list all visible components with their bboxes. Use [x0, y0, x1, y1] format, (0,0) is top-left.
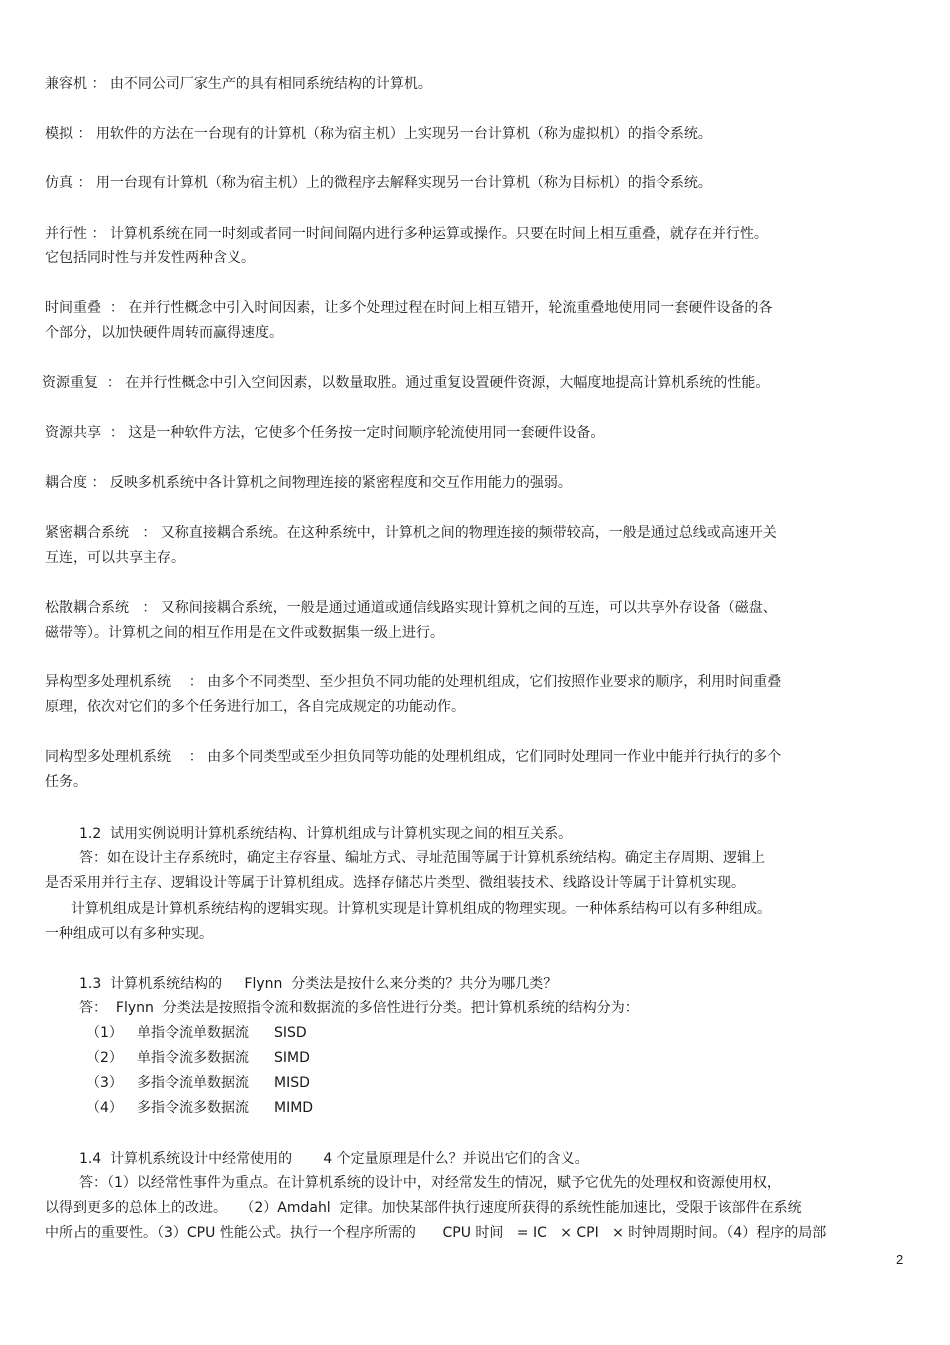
flynn-class-abbr: MISD: [274, 1075, 310, 1091]
definition-loosely-coupled-line-1: 松散耦合系统 ： 又称间接耦合系统，一般是通过通道或通信线路实现计算机之间的互连，可以共享外存设备（磁盘、: [45, 600, 777, 616]
flynn-class-abbr: SIMD: [274, 1050, 310, 1066]
definition-time-overlap-line-1: 时间重叠 ： 在并行性概念中引入时间因素，让多个处理过程在时间上相互错开，轮流重叠地使用同一套硬件设备的各: [45, 300, 773, 316]
flynn-class-number: （3）: [86, 1075, 123, 1091]
flynn-class-number: （1）: [86, 1025, 123, 1041]
definition-parallelism-line-2: 它包括同时性与并发性两种含义。: [45, 250, 255, 266]
question-1-2: 1.2 试用实例说明计算机系统结构、计算机组成与计算机实现之间的相互关系。: [79, 826, 573, 842]
flynn-class-number: （4）: [86, 1100, 123, 1116]
answer-1-2-line-4: 一种组成可以有多种实现。: [45, 926, 213, 942]
answer-1-4-line-2: 以得到更多的总体上的改进。 （2）Amdahl 定律。加快某部件执行速度所获得的系统性能加速比，受限于该部件在系统: [45, 1200, 802, 1216]
definition-emulation: 仿真 ： 用一台现有计算机（称为宿主机）上的微程序去解释实现另一台计算机（称为目标机）的指令系统。: [45, 175, 712, 191]
page-number: 2: [896, 1252, 904, 1267]
definition-coupling-degree: 耦合度 ： 反映多机系统中各计算机之间物理连接的紧密程度和交互作用能力的强弱。: [45, 475, 572, 491]
flynn-class-abbr: SISD: [274, 1025, 307, 1041]
flynn-class-name: 单指令流多数据流: [137, 1050, 249, 1066]
definition-heterogeneous-mp-line-1: 异构型多处理机系统 ： 由多个不同类型、至少担负不同功能的处理机组成，它们按照作业要求的顺序，利用时间重叠: [45, 674, 782, 690]
definition-heterogeneous-mp-line-2: 原理，依次对它们的多个任务进行加工，各自完成规定的功能动作。: [45, 699, 465, 715]
definition-tightly-coupled-line-2: 互连，可以共享主存。: [45, 550, 185, 566]
definition-homogeneous-mp-line-1: 同构型多处理机系统 ： 由多个同类型或至少担负同等功能的处理机组成，它们同时处理同一作业中能并行执行的多个: [45, 749, 782, 765]
flynn-class-abbr: MIMD: [274, 1100, 314, 1116]
answer-1-4-line-3: 中所占的重要性。（3）CPU 性能公式。执行一个程序所需的 CPU 时间 = IC × CPI × 时钟周期时间。（4）程序的局部: [45, 1225, 827, 1241]
answer-1-2-line-3: 计算机组成是计算机系统结构的逻辑实现。计算机实现是计算机组成的物理实现。一种体系结构可以有多种组成。: [71, 901, 771, 917]
definition-resource-sharing: 资源共享 ： 这是一种软件方法，它使多个任务按一定时间顺序轮流使用同一套硬件设备。: [45, 425, 605, 441]
answer-1-4-line-1: 答：（1）以经常性事件为重点。在计算机系统的设计中，对经常发生的情况，赋予它优先的处理权和资源使用权，: [79, 1175, 781, 1191]
flynn-class-name: 多指令流多数据流: [137, 1100, 249, 1116]
definition-time-overlap-line-2: 个部分，以加快硬件周转而赢得速度。: [45, 325, 283, 341]
definition-resource-replication: 资源重复 ： 在并行性概念中引入空间因素，以数量取胜。通过重复设置硬件资源，大幅度地提高计算机系统的性能。: [42, 375, 770, 391]
answer-1-2-line-2: 是否采用并行主存、逻辑设计等属于计算机组成。选择存储芯片类型、微组装技术、线路设计等属于计算机实现。: [45, 875, 745, 891]
definition-loosely-coupled-line-2: 磁带等）。计算机之间的相互作用是在文件或数据集一级上进行。: [45, 625, 444, 641]
definition-simulation: 模拟 ： 用软件的方法在一台现有的计算机（称为宿主机）上实现另一台计算机（称为虚拟机）的指令系统。: [45, 126, 712, 142]
flynn-class-name: 单指令流单数据流: [137, 1025, 249, 1041]
answer-1-3: 答： Flynn 分类法是按照指令流和数据流的多倍性进行分类。把计算机系统的结构分为：: [79, 1000, 639, 1016]
definition-parallelism-line-1: 并行性 ： 计算机系统在同一时刻或者同一时间间隔内进行多种运算或操作。只要在时间上相互重叠，就存在并行性。: [45, 226, 768, 242]
definition-homogeneous-mp-line-2: 任务。: [45, 774, 87, 790]
flynn-class-number: （2）: [86, 1050, 123, 1066]
answer-1-2-line-1: 答：如在设计主存系统时，确定主存容量、编址方式、寻址范围等属于计算机系统结构。确定主存周期、逻辑上: [79, 850, 765, 866]
question-1-4: 1.4 计算机系统设计中经常使用的 4 个定量原理是什么？并说出它们的含义。: [79, 1151, 589, 1167]
definition-tightly-coupled-line-1: 紧密耦合系统 ： 又称直接耦合系统。在这种系统中，计算机之间的物理连接的频带较高，一般是通过总线或高速开关: [45, 525, 777, 541]
flynn-class-name: 多指令流单数据流: [137, 1075, 249, 1091]
question-1-3: 1.3 计算机系统结构的 Flynn 分类法是按什么来分类的？共分为哪几类？: [79, 976, 558, 992]
definition-compatible-machine: 兼容机 ： 由不同公司厂家生产的具有相同系统结构的计算机。: [45, 76, 432, 92]
